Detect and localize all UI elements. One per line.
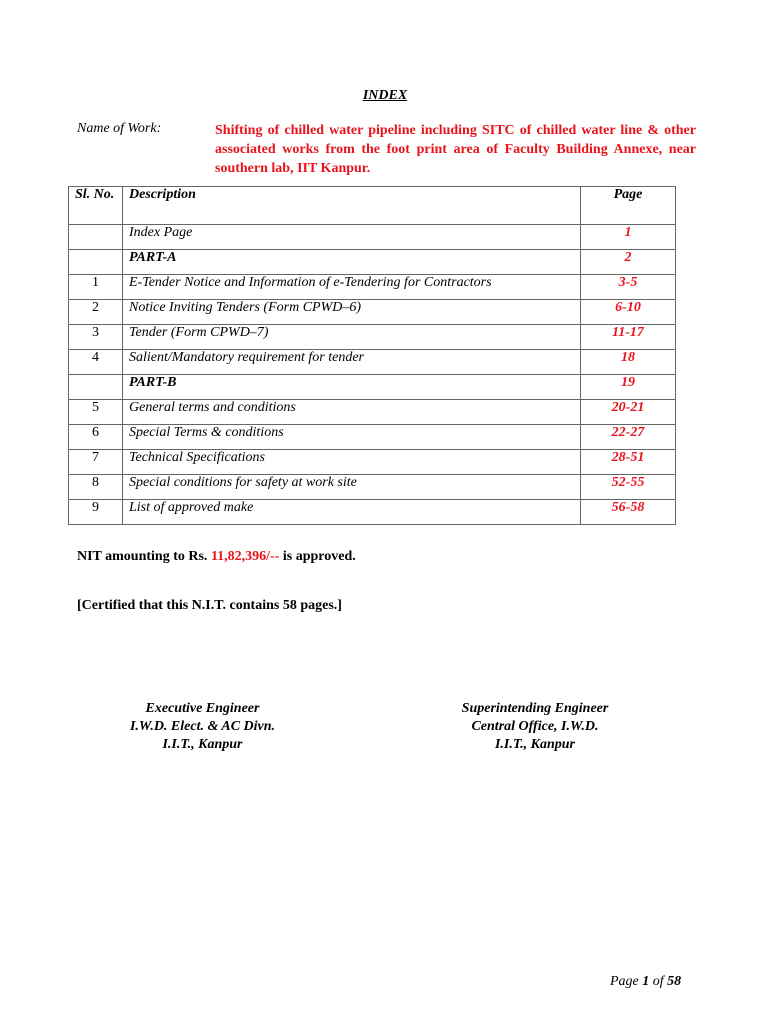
table-row	[69, 475, 676, 500]
row-sl: 4	[69, 350, 123, 375]
row-sl: 3	[69, 325, 123, 350]
table-row	[69, 500, 676, 525]
name-of-work-value: Shifting of chilled water pipeline including SITC of chilled water line & other associated works from the foot print area of Faculty Building Annexe, near southern lab, IIT Kanpur.	[215, 123, 696, 176]
row-page: 52-55	[581, 475, 676, 500]
table-row	[69, 450, 676, 475]
signature-superintending-engineer	[430, 700, 640, 754]
certified-statement: [Certified that this N.I.T. contains 58 pages.]	[77, 598, 342, 613]
row-sl	[69, 375, 123, 400]
row-description: Salient/Mandatory requirement for tender	[123, 350, 581, 375]
header-description: Description	[123, 187, 581, 225]
row-sl	[69, 225, 123, 250]
table-row	[69, 300, 676, 325]
row-sl: 9	[69, 500, 123, 525]
page-title: INDEX	[362, 88, 408, 103]
signature-left-line: Executive Engineer	[145, 701, 260, 716]
header-page: Page	[581, 187, 676, 225]
table-row	[69, 275, 676, 300]
row-page: 2	[581, 250, 676, 275]
row-description: E-Tender Notice and Information of e-Tendering for Contractors	[123, 275, 581, 300]
row-page: 28-51	[581, 450, 676, 475]
signature-right-line: I.I.T., Kanpur	[494, 737, 576, 752]
row-description: Tender (Form CPWD–7)	[123, 325, 581, 350]
row-page: 18	[581, 350, 676, 375]
row-page: 56-58	[581, 500, 676, 525]
approval-statement	[77, 549, 356, 565]
signature-right-line: Superintending Engineer	[461, 701, 609, 716]
row-description: Special conditions for safety at work site	[123, 475, 581, 500]
row-page: 20-21	[581, 400, 676, 425]
page-number: Page 1 of 58	[610, 974, 682, 989]
table-row	[69, 425, 676, 450]
row-part-heading: PART-B	[123, 375, 581, 400]
row-sl: 8	[69, 475, 123, 500]
approval-suffix: is approved.	[279, 549, 356, 564]
name-of-work-label: Name of Work:	[77, 121, 162, 136]
row-page: 3-5	[581, 275, 676, 300]
table-row	[69, 350, 676, 375]
row-sl: 2	[69, 300, 123, 325]
row-description: Technical Specifications	[123, 450, 581, 475]
row-sl: 5	[69, 400, 123, 425]
table-row	[69, 225, 676, 250]
table-row	[69, 250, 676, 275]
approval-amount: 11,82,396/--	[210, 549, 280, 564]
row-page: 11-17	[581, 325, 676, 350]
row-part-heading: PART-A	[123, 250, 581, 275]
row-page: 1	[581, 225, 676, 250]
table-row	[69, 375, 676, 400]
row-sl: 1	[69, 275, 123, 300]
row-description: List of approved make	[123, 500, 581, 525]
header-sl: Sl. No.	[69, 187, 123, 225]
row-description: Notice Inviting Tenders (Form CPWD–6)	[123, 300, 581, 325]
index-table	[68, 186, 676, 525]
row-sl	[69, 250, 123, 275]
row-description: Index Page	[123, 225, 581, 250]
row-page: 6-10	[581, 300, 676, 325]
signature-left-line: I.W.D. Elect. & AC Divn.	[129, 719, 276, 734]
row-page: 19	[581, 375, 676, 400]
table-header-row	[69, 187, 676, 225]
row-description: General terms and conditions	[123, 400, 581, 425]
signature-executive-engineer	[100, 700, 305, 754]
row-description: Special Terms & conditions	[123, 425, 581, 450]
signature-right-line: Central Office, I.W.D.	[471, 719, 599, 734]
row-sl: 6	[69, 425, 123, 450]
row-sl: 7	[69, 450, 123, 475]
signature-left-line: I.I.T., Kanpur	[162, 737, 243, 752]
approval-prefix: NIT amounting to Rs.	[77, 549, 211, 564]
row-page: 22-27	[581, 425, 676, 450]
table-row	[69, 325, 676, 350]
table-row	[69, 400, 676, 425]
